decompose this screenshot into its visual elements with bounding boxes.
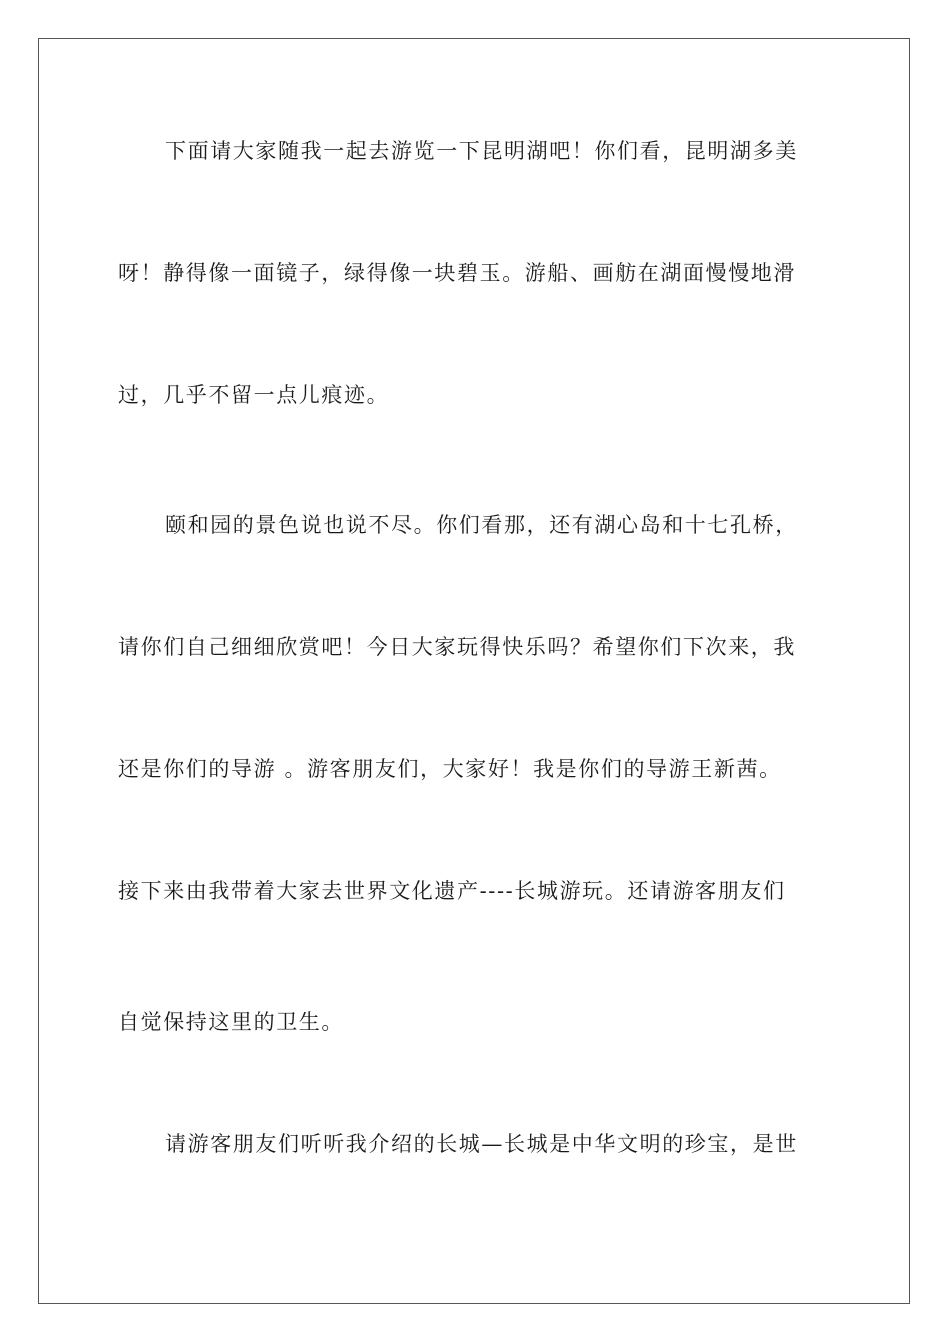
text-line: 请游客朋友们听听我介绍的长城—长城是中华文明的珍宝，是世 (165, 1132, 798, 1156)
text-line: 还是你们的导游 。游客朋友们，大家好！我是你们的导游王新茜。 (118, 757, 782, 781)
text-line: 接下来由我带着大家去世界文化遗产----长城游玩。还请游客朋友们 (118, 879, 786, 903)
page-frame (38, 38, 910, 1304)
text-line: 下面请大家随我一起去游览一下昆明湖吧！你们看，昆明湖多美 (165, 139, 798, 163)
text-line: 呀！静得像一面镜子，绿得像一块碧玉。游船、画舫在湖面慢慢地滑 (118, 261, 796, 285)
text-line: 请你们自己细细欣赏吧！今日大家玩得快乐吗？希望你们下次来，我 (118, 635, 796, 659)
text-line: 颐和园的景色说也说不尽。你们看那，还有湖心岛和十七孔桥， (165, 513, 798, 537)
text-line: 自觉保持这里的卫生。 (118, 1010, 344, 1034)
text-line: 过，几乎不留一点儿痕迹。 (118, 383, 390, 407)
